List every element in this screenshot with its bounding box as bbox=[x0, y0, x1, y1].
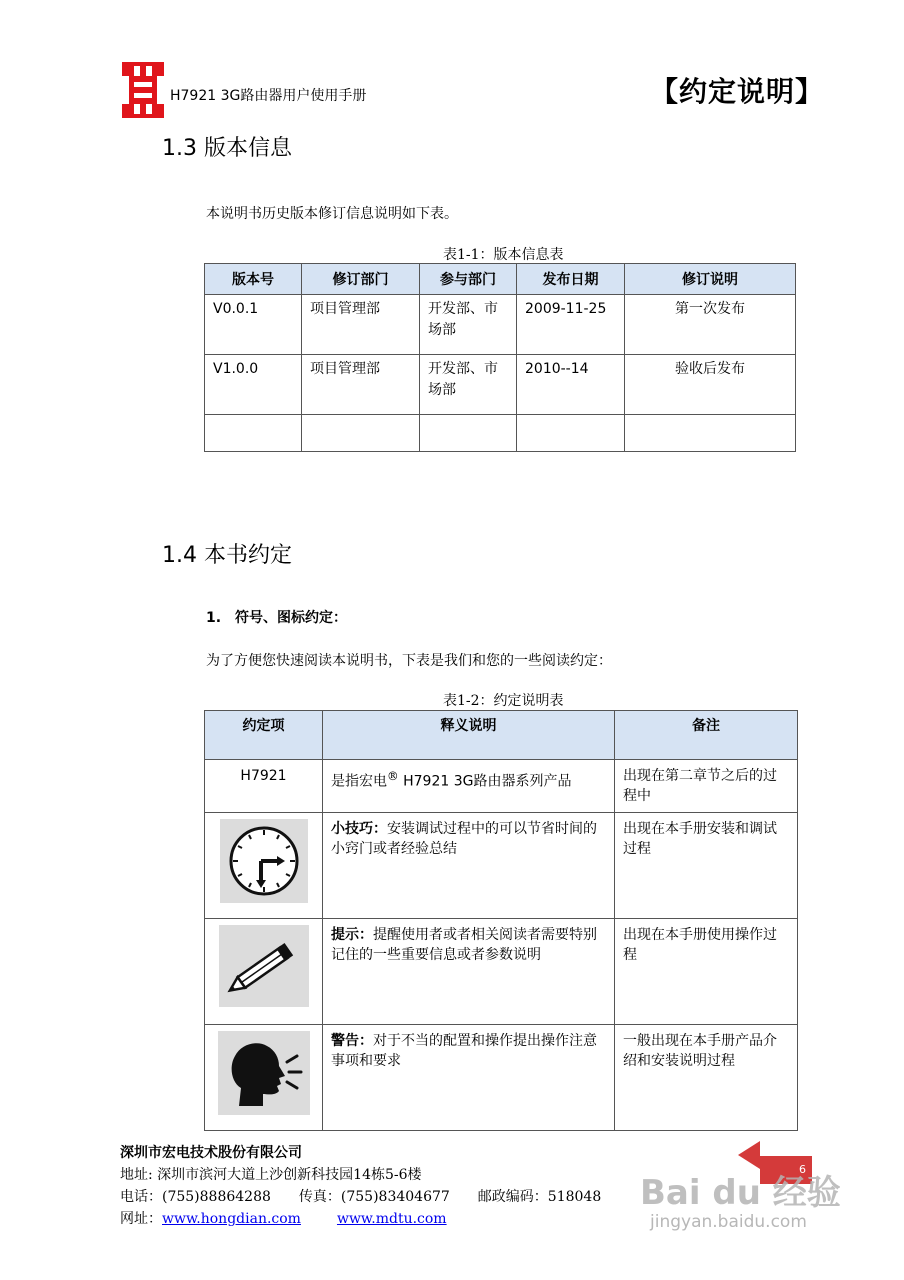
table-row-empty bbox=[205, 415, 796, 452]
table-row bbox=[205, 813, 798, 919]
convention-note-cell: 出现在第二章节之后的过程中 bbox=[615, 760, 798, 813]
table-row bbox=[205, 919, 798, 1025]
convention-note-cell: 出现在本手册安装和调试过程 bbox=[615, 813, 798, 919]
convention-desc-cell: 小技巧：安装调试过程中的可以节省时间的小窍门或者经验总结 bbox=[323, 813, 615, 919]
convention-note-cell: 出现在本手册使用操作过程 bbox=[615, 919, 798, 1025]
header-doc-title: H7921 3G路由器用户使用手册 bbox=[170, 88, 367, 104]
page-number: 6 bbox=[760, 1156, 812, 1184]
convention-note-cell: 一般出现在本手册产品介绍和安装说明过程 bbox=[615, 1025, 798, 1131]
list-item-symbols: 1. 符号、图标约定： bbox=[206, 610, 348, 626]
revision-note-cell: 验收后发布 bbox=[625, 355, 796, 415]
section-heading-1-4: 1.4 本书约定 bbox=[162, 543, 292, 568]
header-section-tag: 【约定说明】 bbox=[650, 75, 825, 108]
table-header-row bbox=[205, 711, 798, 760]
release-date-cell: 2009-11-25 bbox=[517, 295, 625, 355]
section-1-3-intro: 本说明书历史版本修订信息说明如下表。 bbox=[206, 206, 458, 222]
version-info-table bbox=[204, 263, 796, 452]
section-1-4-intro: 为了方便您快速阅读本说明书，下表是我们和您的一些阅读约定： bbox=[206, 653, 612, 669]
pencil-icon bbox=[222, 930, 306, 1002]
speaking-head-icon bbox=[223, 1036, 305, 1110]
table-header-row bbox=[205, 264, 796, 295]
participant-dept-cell: 开发部、市场部 bbox=[420, 295, 517, 355]
revision-dept-cell: 项目管理部 bbox=[302, 355, 420, 415]
section-heading-1-3: 1.3 版本信息 bbox=[162, 136, 292, 161]
version-cell: V0.0.1 bbox=[205, 295, 302, 355]
table-row bbox=[205, 1025, 798, 1131]
convention-desc-cell: 警告：对于不当的配置和操作提出操作注意事项和要求 bbox=[323, 1025, 615, 1131]
column-header: 发布日期 bbox=[517, 264, 625, 295]
column-header: 修订部门 bbox=[302, 264, 420, 295]
revision-note-cell: 第一次发布 bbox=[625, 295, 796, 355]
footer-phone: 电话：(755)88864288 传真：(755)83404677 邮政编码：518048 bbox=[120, 1189, 602, 1205]
column-header: 参与部门 bbox=[420, 264, 517, 295]
table-1-2-caption: 表1-2：约定说明表 bbox=[443, 693, 564, 709]
participant-dept-cell: 开发部、市场部 bbox=[420, 355, 517, 415]
website-link-mdtu[interactable]: www.mdtu.com bbox=[336, 1211, 447, 1227]
convention-desc-cell: 提示：提醒使用者或者相关阅读者需要特别记住的一些重要信息或者参数说明 bbox=[323, 919, 615, 1025]
table-row bbox=[205, 760, 798, 813]
table-row bbox=[205, 295, 796, 355]
convention-icon-cell bbox=[205, 813, 323, 919]
hongdian-logo bbox=[122, 62, 164, 118]
footer-website: 网址：www.hongdian.com www.mdtu.com bbox=[120, 1211, 447, 1227]
version-cell: V1.0.0 bbox=[205, 355, 302, 415]
table-1-1-caption: 表1-1：版本信息表 bbox=[443, 247, 564, 263]
convention-item-cell: H7921 bbox=[205, 760, 323, 813]
convention-icon-cell bbox=[205, 1025, 323, 1131]
clock-icon bbox=[227, 824, 301, 898]
website-link-hongdian[interactable]: www.hongdian.com bbox=[162, 1211, 301, 1227]
column-header: 修订说明 bbox=[625, 264, 796, 295]
footer-address: 地址: 深圳市滨河大道上沙创新科技园14栋5-6楼 bbox=[120, 1167, 422, 1183]
convention-icon-cell bbox=[205, 919, 323, 1025]
convention-desc-cell: 是指宏电® H7921 3G路由器系列产品 bbox=[323, 760, 615, 813]
page-footer bbox=[120, 1142, 601, 1230]
column-header: 备注 bbox=[615, 711, 798, 760]
footer-company: 深圳市宏电技术股份有限公司 bbox=[120, 1145, 302, 1161]
column-header: 释义说明 bbox=[323, 711, 615, 760]
revision-dept-cell: 项目管理部 bbox=[302, 295, 420, 355]
table-row bbox=[205, 355, 796, 415]
baidu-watermark-logo: Bai du 经验 bbox=[640, 1173, 841, 1213]
conventions-table bbox=[204, 710, 798, 1131]
baidu-watermark-url: jingyan.baidu.com bbox=[650, 1212, 807, 1232]
column-header: 版本号 bbox=[205, 264, 302, 295]
release-date-cell: 2010--14 bbox=[517, 355, 625, 415]
column-header: 约定项 bbox=[205, 711, 323, 760]
